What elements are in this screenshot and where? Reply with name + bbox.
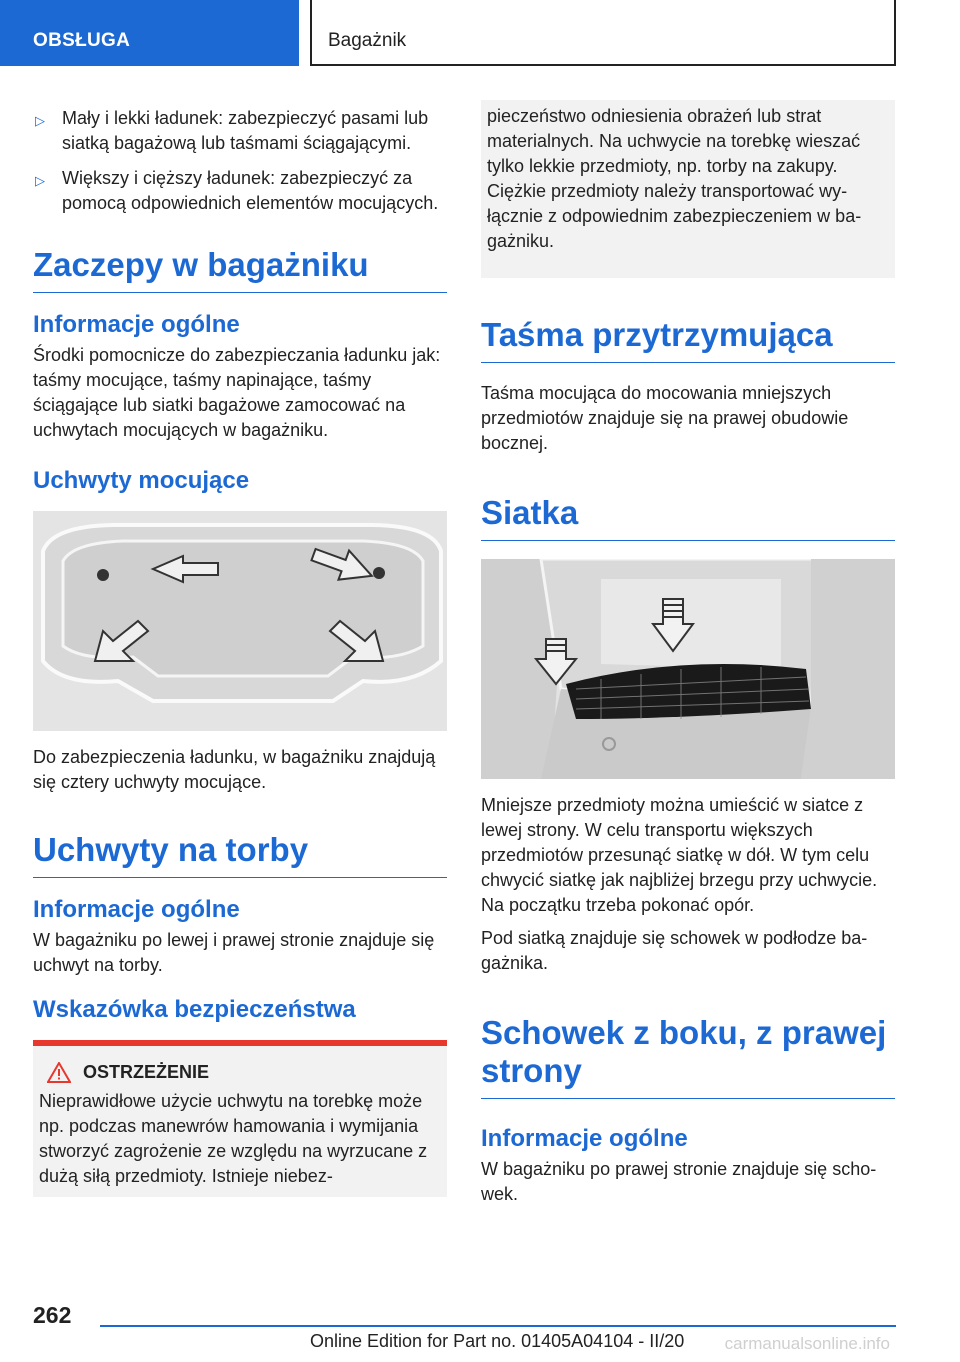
siatka-paragraph-2: Pod siatką znajduje się schowek w podłodze bagażnika. (481, 928, 868, 973)
info-paragraph-2: W bagażniku po lewej i prawej stronie znajduje się uchwyt na torby. (33, 930, 435, 975)
right-column (481, 100, 895, 1215)
heading-zaczepy: Zaczepy w bagażniku (33, 246, 447, 293)
heading-uchwyty-mocujace: Uchwyty mocujące (33, 467, 250, 494)
heading-safety-notice: Wskazówka bezpieczeństwa (33, 996, 356, 1023)
info-paragraph-1: Środki pomocnicze do zabezpieczania ładunku jak: taśmy mocujące, taśmy napinające, taśmy ściągające lub siatki bagażowe zamocować na uchwytach mocujących w bagażniku. (33, 345, 441, 440)
siatka-paragraph-1: Mniejsze przedmioty można umieścić w siatce z lewej strony. W celu transportu większych przedmiotów przesunąć siatkę w dół. W tym celu chwycić siatkę jak najbliżej brzegu przy uchwycie. Na początku trzeba pokonać opór. (481, 795, 878, 915)
warning-header (39, 1062, 441, 1083)
heading-info-general-1: Informacje ogólne (33, 311, 240, 338)
footer-divider (100, 1325, 896, 1327)
trunk-anchors-photo (33, 511, 447, 731)
warning-text: Nieprawidłowe użycie uchwytu na torebkę może np. podczas manewrów hamowania i wymijania stworzyć zagrożenie ze względu na wyrzucane z dużą siłą przedmioty. Istnieje niebez- (39, 1091, 428, 1186)
warning-box (33, 1046, 447, 1197)
warning-triangle-icon (47, 1062, 71, 1083)
net-photo (481, 559, 895, 779)
uchwyty-paragraph: Do zabezpieczenia ładunku, w bagażniku znajdują się cztery uchwyty mocujące. (33, 747, 436, 792)
bullet-list (33, 106, 447, 216)
heading-torby: Uchwyty na torby (33, 831, 447, 878)
heading-tasma: Taśma przytrzymująca (481, 316, 895, 363)
section-tab: OBSŁUGA (0, 0, 299, 66)
list-item (33, 166, 447, 216)
left-column (33, 100, 447, 1197)
bullet-text: Mały i lekki ładunek: zabezpieczyć pasami lub siatką bagażową lub taśmami ściągającymi. (62, 108, 429, 153)
list-item (33, 106, 447, 156)
warning-label: OSTRZEŻENIE (83, 1062, 210, 1082)
warning-continuation-text: pieczeństwo odniesienia obrażeń lub strat materialnych. Na uchwycie na torebkę wieszać tylko lekkie przedmioty, np. torby na zakupy. Ciężkie przedmioty należy transportować wyłącznie z odpowiednim zabezpieczeniem w bagażniku. (487, 106, 862, 251)
triangle-bullet-icon: ▷ (35, 113, 45, 128)
info-paragraph-3: W bagażniku po prawej stronie znajduje się schowek. (481, 1159, 877, 1204)
chapter-tab: Bagażnik (310, 0, 896, 66)
warning-continuation-box (481, 100, 895, 278)
heading-info-general-3: Informacje ogólne (481, 1125, 688, 1152)
heading-schowek: Schowek z boku, z prawej strony (481, 1014, 895, 1099)
heading-siatka: Siatka (481, 494, 895, 541)
watermark: carmanualsonline.info (724, 1334, 890, 1353)
footer-edition: Online Edition for Part no. 01405A04104 - II/20 (310, 1331, 685, 1351)
page-number: 262 (33, 1302, 72, 1328)
triangle-bullet-icon: ▷ (35, 173, 45, 188)
tasma-paragraph: Taśma mocująca do mocowania mniejszych przedmiotów znajduje się na prawej obudowie bocznej. (481, 383, 849, 453)
trunk-anchors-illustration (33, 511, 447, 731)
bullet-text: Większy i cięższy ładunek: zabezpieczyć za pomocą odpowiednich elementów mocujących. (62, 168, 439, 213)
net-illustration (481, 559, 895, 779)
heading-info-general-2: Informacje ogólne (33, 896, 240, 923)
